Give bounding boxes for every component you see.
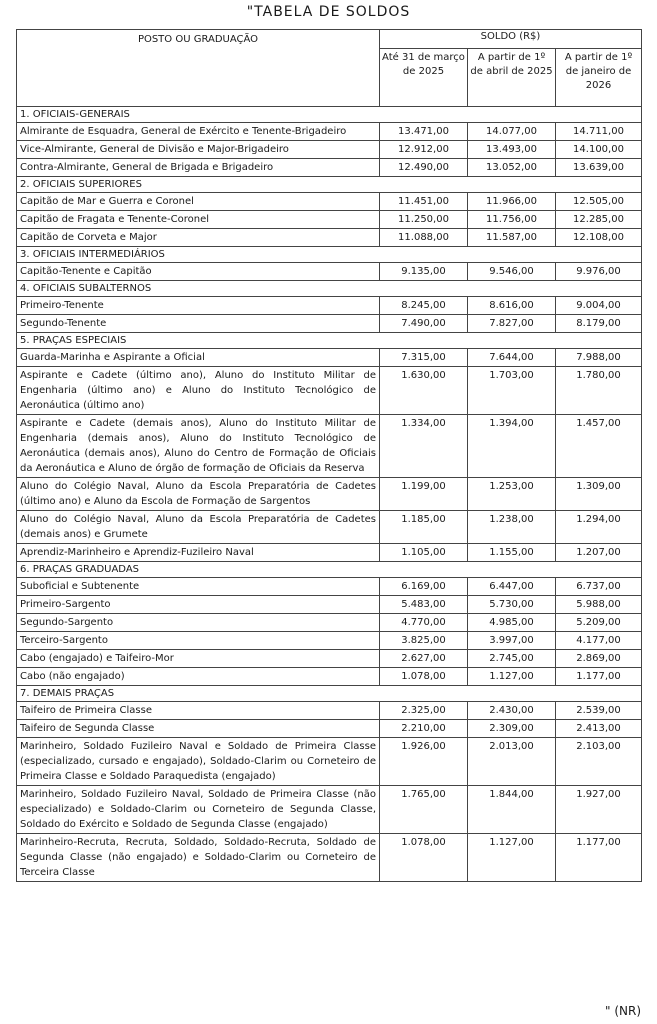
soldo-value: 11.250,00 <box>380 211 468 229</box>
soldo-value: 1.457,00 <box>556 415 642 478</box>
soldo-value: 11.451,00 <box>380 193 468 211</box>
section-title: 3. OFICIAIS INTERMEDIÁRIOS <box>17 247 642 263</box>
soldo-value: 1.078,00 <box>380 668 468 686</box>
rank-name: Capitão de Mar e Guerra e Coronel <box>17 193 380 211</box>
soldo-value: 11.756,00 <box>468 211 556 229</box>
soldo-value: 2.210,00 <box>380 720 468 738</box>
table-row <box>17 297 642 315</box>
soldo-value: 2.539,00 <box>556 702 642 720</box>
rank-name: Cabo (não engajado) <box>17 668 380 686</box>
footer-nr: " (NR) <box>604 1004 641 1018</box>
soldo-value: 6.737,00 <box>556 578 642 596</box>
table-row <box>17 211 642 229</box>
table-row <box>17 786 642 834</box>
table-row <box>17 834 642 882</box>
soldo-value: 13.493,00 <box>468 141 556 159</box>
table-row <box>17 738 642 786</box>
soldo-value: 8.179,00 <box>556 315 642 333</box>
rank-name: Segundo-Sargento <box>17 614 380 632</box>
rank-name: Capitão de Fragata e Tenente-Coronel <box>17 211 380 229</box>
rank-name: Segundo-Tenente <box>17 315 380 333</box>
table-row <box>17 668 642 686</box>
soldo-value: 1.309,00 <box>556 478 642 511</box>
soldo-value: 7.315,00 <box>380 349 468 367</box>
section-row <box>17 562 642 578</box>
soldo-value: 9.004,00 <box>556 297 642 315</box>
soldo-value: 7.644,00 <box>468 349 556 367</box>
soldo-value: 4.985,00 <box>468 614 556 632</box>
rank-name: Suboficial e Subtenente <box>17 578 380 596</box>
soldo-value: 1.765,00 <box>380 786 468 834</box>
soldo-value: 1.105,00 <box>380 544 468 562</box>
table-body <box>17 107 642 882</box>
soldo-value: 6.169,00 <box>380 578 468 596</box>
soldo-value: 5.209,00 <box>556 614 642 632</box>
table-row <box>17 415 642 478</box>
soldo-value: 2.325,00 <box>380 702 468 720</box>
soldo-value: 8.245,00 <box>380 297 468 315</box>
soldo-value: 2.309,00 <box>468 720 556 738</box>
soldo-value: 5.988,00 <box>556 596 642 614</box>
soldo-value: 1.199,00 <box>380 478 468 511</box>
table-title: "TABELA DE SOLDOS <box>246 4 411 20</box>
soldo-value: 12.285,00 <box>556 211 642 229</box>
soldo-value: 13.052,00 <box>468 159 556 177</box>
table-row <box>17 263 642 281</box>
soldo-value: 1.177,00 <box>556 668 642 686</box>
rank-name: Aluno do Colégio Naval, Aluno da Escola Preparatória de Cadetes (demais anos) e Grumete <box>17 511 380 544</box>
soldo-value: 2.013,00 <box>468 738 556 786</box>
table-row <box>17 544 642 562</box>
soldo-value: 14.100,00 <box>556 141 642 159</box>
section-row <box>17 107 642 123</box>
header-period-3: A partir de 1º de janeiro de 2026 <box>556 49 642 107</box>
section-title: 5. PRAÇAS ESPECIAIS <box>17 333 642 349</box>
soldo-value: 7.490,00 <box>380 315 468 333</box>
soldo-value: 1.294,00 <box>556 511 642 544</box>
soldo-value: 1.155,00 <box>468 544 556 562</box>
table-row <box>17 632 642 650</box>
soldo-value: 3.997,00 <box>468 632 556 650</box>
section-title: 2. OFICIAIS SUPERIORES <box>17 177 642 193</box>
soldo-value: 6.447,00 <box>468 578 556 596</box>
table-row <box>17 511 642 544</box>
rank-name: Marinheiro, Soldado Fuzileiro Naval, Soldado de Primeira Classe (não especializado) e Soldado-Clarim ou Corneteiro de Segunda Classe, Soldado do Exército e Soldado de Segunda Classe (engajado) <box>17 786 380 834</box>
soldo-value: 1.780,00 <box>556 367 642 415</box>
rank-name: Primeiro-Tenente <box>17 297 380 315</box>
table-row <box>17 614 642 632</box>
soldo-value: 1.177,00 <box>556 834 642 882</box>
soldo-value: 1.703,00 <box>468 367 556 415</box>
soldo-value: 4.177,00 <box>556 632 642 650</box>
soldo-value: 2.745,00 <box>468 650 556 668</box>
soldo-value: 9.976,00 <box>556 263 642 281</box>
soldo-value: 1.185,00 <box>380 511 468 544</box>
soldo-value: 9.546,00 <box>468 263 556 281</box>
section-row <box>17 281 642 297</box>
soldo-value: 4.770,00 <box>380 614 468 632</box>
soldo-value: 9.135,00 <box>380 263 468 281</box>
soldos-table <box>16 29 642 882</box>
table-row <box>17 123 642 141</box>
soldo-value: 1.927,00 <box>556 786 642 834</box>
section-title: 6. PRAÇAS GRADUADAS <box>17 562 642 578</box>
soldo-value: 1.630,00 <box>380 367 468 415</box>
soldo-value: 11.587,00 <box>468 229 556 247</box>
table-row <box>17 596 642 614</box>
rank-name: Taifeiro de Primeira Classe <box>17 702 380 720</box>
rank-name: Marinheiro-Recruta, Recruta, Soldado, Soldado-Recruta, Soldado de Segunda Classe (não engajado) e Soldado-Clarim ou Corneteiro de Terceira Classe <box>17 834 380 882</box>
rank-name: Aspirante e Cadete (demais anos), Aluno do Instituto Militar de Engenharia (demais anos), Aluno do Instituto Tecnológico de Aeronáutica (demais anos), Aluno do Centro de Formação de Oficiais da Aeronáutica e Aluno de órgão de formação de Oficiais da Reserva <box>17 415 380 478</box>
rank-name: Primeiro-Sargento <box>17 596 380 614</box>
section-row <box>17 333 642 349</box>
table-row <box>17 650 642 668</box>
table-row <box>17 141 642 159</box>
rank-name: Guarda-Marinha e Aspirante a Oficial <box>17 349 380 367</box>
section-row <box>17 686 642 702</box>
rank-name: Aluno do Colégio Naval, Aluno da Escola Preparatória de Cadetes (último ano) e Aluno da Escola de Formação de Sargentos <box>17 478 380 511</box>
table-row <box>17 702 642 720</box>
soldo-value: 2.413,00 <box>556 720 642 738</box>
soldo-value: 7.988,00 <box>556 349 642 367</box>
soldo-value: 5.730,00 <box>468 596 556 614</box>
table-row <box>17 193 642 211</box>
soldo-value: 11.088,00 <box>380 229 468 247</box>
soldo-value: 8.616,00 <box>468 297 556 315</box>
soldo-value: 3.825,00 <box>380 632 468 650</box>
soldo-value: 12.490,00 <box>380 159 468 177</box>
header-soldo: SOLDO (R$) <box>380 30 642 49</box>
header-period-2: A partir de 1º de abril de 2025 <box>468 49 556 107</box>
section-title: 4. OFICIAIS SUBALTERNOS <box>17 281 642 297</box>
soldo-value: 1.394,00 <box>468 415 556 478</box>
soldo-value: 14.077,00 <box>468 123 556 141</box>
table-row <box>17 720 642 738</box>
section-title: 1. OFICIAIS-GENERAIS <box>17 107 642 123</box>
section-title: 7. DEMAIS PRAÇAS <box>17 686 642 702</box>
rank-name: Cabo (engajado) e Taifeiro-Mor <box>17 650 380 668</box>
rank-name: Taifeiro de Segunda Classe <box>17 720 380 738</box>
rank-name: Vice-Almirante, General de Divisão e Major-Brigadeiro <box>17 141 380 159</box>
soldo-value: 1.844,00 <box>468 786 556 834</box>
soldo-value: 1.078,00 <box>380 834 468 882</box>
table-row <box>17 159 642 177</box>
soldo-value: 13.471,00 <box>380 123 468 141</box>
section-row <box>17 247 642 263</box>
soldo-value: 2.103,00 <box>556 738 642 786</box>
soldo-value: 1.127,00 <box>468 834 556 882</box>
rank-name: Aprendiz-Marinheiro e Aprendiz-Fuzileiro Naval <box>17 544 380 562</box>
soldo-value: 5.483,00 <box>380 596 468 614</box>
soldo-value: 1.334,00 <box>380 415 468 478</box>
soldo-value: 1.238,00 <box>468 511 556 544</box>
soldo-value: 1.207,00 <box>556 544 642 562</box>
soldo-value: 13.639,00 <box>556 159 642 177</box>
table-row <box>17 478 642 511</box>
soldo-value: 12.505,00 <box>556 193 642 211</box>
rank-name: Terceiro-Sargento <box>17 632 380 650</box>
soldo-value: 1.253,00 <box>468 478 556 511</box>
header-period-1: Até 31 de março de 2025 <box>380 49 468 107</box>
table-row <box>17 367 642 415</box>
soldo-value: 2.430,00 <box>468 702 556 720</box>
rank-name: Marinheiro, Soldado Fuzileiro Naval e Soldado de Primeira Classe (especializado, cursado e engajado), Soldado-Clarim ou Corneteiro de Primeira Classe e Soldado Paraquedista (engajado) <box>17 738 380 786</box>
soldo-value: 2.869,00 <box>556 650 642 668</box>
soldo-value: 2.627,00 <box>380 650 468 668</box>
soldo-value: 7.827,00 <box>468 315 556 333</box>
soldo-value: 1.127,00 <box>468 668 556 686</box>
rank-name: Capitão de Corveta e Major <box>17 229 380 247</box>
table-row <box>17 315 642 333</box>
header-posto: POSTO OU GRADUAÇÃO <box>17 30 380 107</box>
table-row <box>17 578 642 596</box>
soldo-value: 11.966,00 <box>468 193 556 211</box>
rank-name: Capitão-Tenente e Capitão <box>17 263 380 281</box>
rank-name: Contra-Almirante, General de Brigada e Brigadeiro <box>17 159 380 177</box>
soldo-value: 14.711,00 <box>556 123 642 141</box>
rank-name: Almirante de Esquadra, General de Exército e Tenente-Brigadeiro <box>17 123 380 141</box>
rank-name: Aspirante e Cadete (último ano), Aluno do Instituto Militar de Engenharia (último ano) e Aluno do Instituto Tecnológico de Aeronáutica (último ano) <box>17 367 380 415</box>
soldo-value: 12.912,00 <box>380 141 468 159</box>
section-row <box>17 177 642 193</box>
table-row <box>17 229 642 247</box>
soldo-value: 1.926,00 <box>380 738 468 786</box>
table-row <box>17 349 642 367</box>
soldo-value: 12.108,00 <box>556 229 642 247</box>
